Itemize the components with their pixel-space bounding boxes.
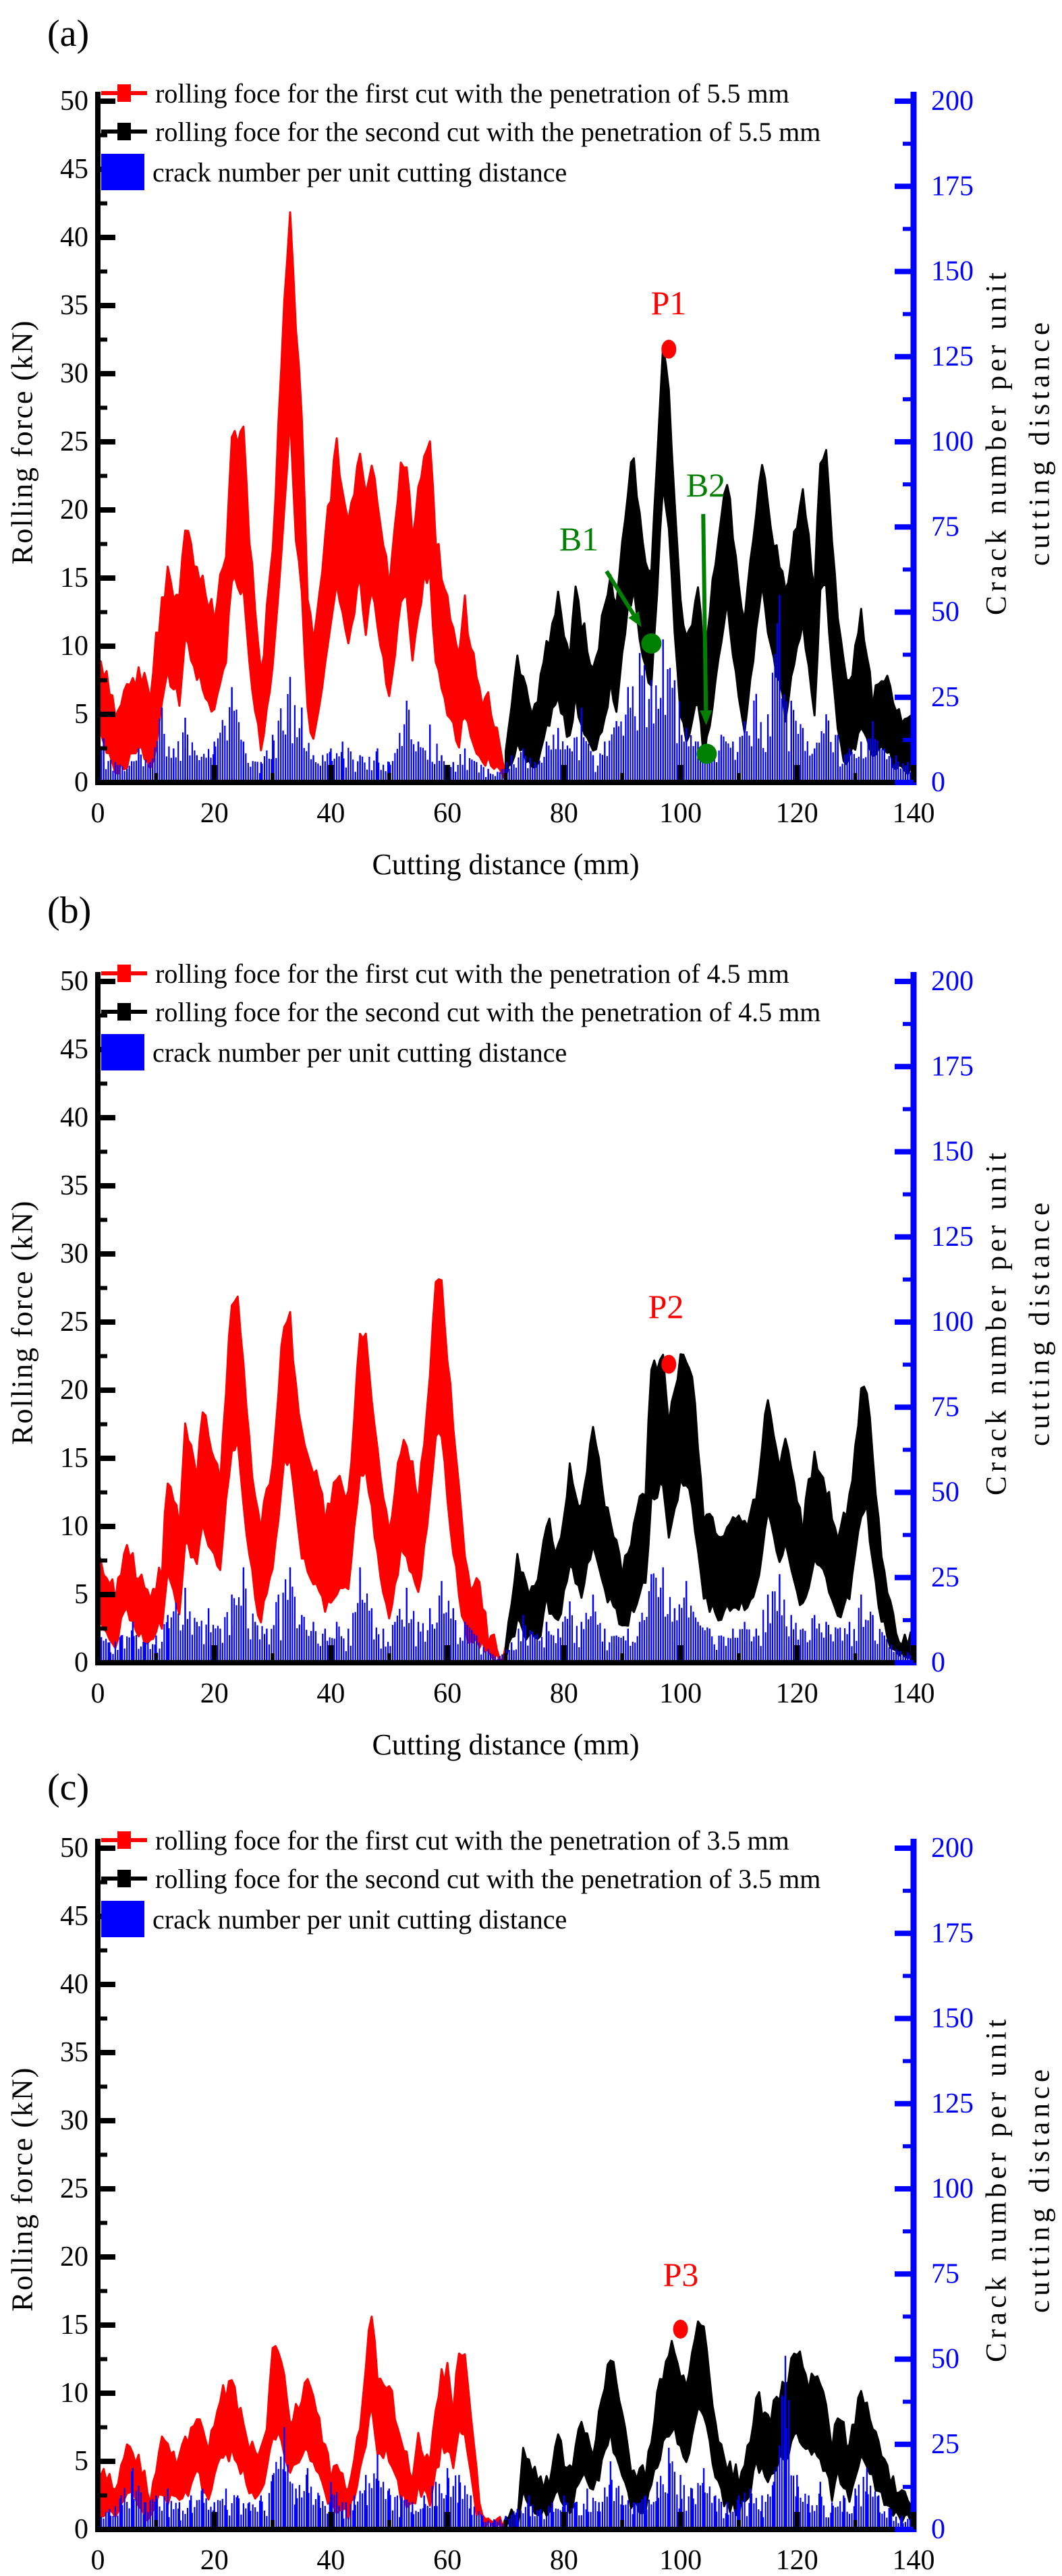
tick-label: 125 (931, 2088, 974, 2119)
tick-label: 10 (60, 2378, 88, 2409)
tick-label: 0 (90, 1678, 105, 1709)
annotation-dot-icon (661, 340, 676, 359)
tick-label: 25 (931, 681, 959, 713)
panel-a-legend-second-cut (101, 114, 820, 149)
tick-label: 140 (892, 798, 935, 829)
panel-c-label: (c) (47, 1767, 90, 1808)
second-cut-series (506, 1354, 914, 1662)
panel-b-x-axis-title: Cutting distance (mm) (372, 1728, 640, 1761)
legend-label: crack number per unit cutting distance (152, 1037, 567, 1068)
tick-label: 150 (931, 1136, 974, 1168)
tick-label: 175 (931, 1051, 974, 1083)
tick-label: 25 (60, 426, 88, 457)
tick-label: 0 (90, 798, 105, 829)
tick-label: 10 (60, 1511, 88, 1542)
tick-label: 50 (931, 2343, 959, 2375)
second-cut-line-marker-icon (101, 1877, 147, 1881)
second-cut-line-marker-icon (101, 1010, 147, 1014)
tick-label: 0 (931, 767, 945, 798)
panel-b-legend-second-cut (101, 994, 820, 1029)
tick-label: 40 (60, 1102, 88, 1133)
first-cut-line-marker-icon (101, 1838, 147, 1842)
tick-label: 5 (74, 1579, 88, 1610)
annotation-B1: B1 (559, 520, 599, 558)
panel-c-legend-second-cut (101, 1861, 820, 1896)
annotation-dot-icon (696, 744, 717, 764)
annotation-P3: P3 (663, 2256, 699, 2293)
tick-label: 0 (931, 1647, 945, 1678)
tick-label: 60 (433, 1678, 462, 1709)
tick-label: 25 (60, 2173, 88, 2204)
tick-label: 0 (74, 1647, 88, 1678)
annotation-marker-P3 (673, 2320, 688, 2339)
tick-label: 140 (892, 2545, 935, 2576)
tick-label: 25 (931, 1562, 959, 1593)
legend-label: rolling foce for the second cut with the penetration of 5.5 mm (155, 116, 821, 147)
legend-label: crack number per unit cutting distance (152, 1904, 567, 1935)
tick-label: 20 (60, 2241, 88, 2272)
panel-b-right-axis-title-line1: Crack number per unit (980, 1148, 1013, 1496)
tick-label: 0 (90, 2545, 105, 2576)
annotation-marker-P1 (661, 340, 676, 359)
tick-label: 140 (892, 1678, 935, 1709)
tick-label: 40 (60, 1969, 88, 2000)
first-cut-line-marker-icon (101, 91, 147, 95)
tick-label: 80 (549, 798, 578, 829)
tick-label: 35 (60, 290, 88, 321)
tick-label: 25 (60, 1307, 88, 1338)
first-cut-series (98, 2317, 506, 2529)
crack-bar-marker-icon (101, 154, 144, 190)
panel-b-legend-first-cut (101, 956, 789, 991)
tick-label: 120 (775, 798, 818, 829)
tick-label: 15 (60, 1443, 88, 1474)
tick-label: 25 (931, 2428, 959, 2460)
panel-a-x-axis-title: Cutting distance (mm) (372, 848, 640, 881)
panel-b (0, 877, 1062, 1761)
annotation-P1: P1 (650, 284, 687, 322)
panel-c-right-axis-title-line1: Crack number per unit (980, 2015, 1013, 2363)
panel-c-legend-first-cut (101, 1823, 789, 1858)
tick-label: 35 (60, 2037, 88, 2068)
tick-label: 45 (60, 154, 88, 185)
tick-label: 100 (659, 1678, 702, 1709)
tick-label: 5 (74, 699, 88, 730)
annotation-dot-icon (641, 633, 661, 654)
tick-label: 5 (74, 2446, 88, 2477)
legend-label: rolling foce for the first cut with the penetration of 3.5 mm (155, 1825, 789, 1856)
legend-label: crack number per unit cutting distance (152, 156, 567, 188)
tick-label: 0 (931, 2514, 945, 2545)
tick-label: 15 (60, 2310, 88, 2341)
annotation-marker-P2 (661, 1355, 676, 1374)
tick-label: 125 (931, 1221, 974, 1253)
tick-label: 80 (549, 1678, 578, 1709)
panel-b-label: (b) (47, 890, 92, 932)
tick-label: 125 (931, 341, 974, 372)
tick-label: 40 (316, 1678, 345, 1709)
tick-label: 100 (931, 426, 974, 457)
tick-label: 35 (60, 1170, 88, 1201)
tick-label: 50 (931, 1477, 959, 1508)
panel-c-legend-crack-number (101, 1901, 567, 1937)
annotation-dot-icon (673, 2320, 688, 2339)
tick-label: 20 (200, 1678, 229, 1709)
panel-b-left-axis-title: Rolling force (kN) (5, 1199, 39, 1445)
annotation-P2: P2 (648, 1288, 684, 1325)
tick-label: 100 (659, 2545, 702, 2576)
first-cut-series (98, 1280, 506, 1662)
tick-label: 20 (200, 2545, 229, 2576)
panel-a-label: (a) (47, 13, 90, 55)
tick-label: 40 (316, 2545, 345, 2576)
tick-label: 150 (931, 2003, 974, 2034)
crack-bar-marker-icon (101, 1901, 144, 1937)
tick-label: 175 (931, 1918, 974, 1949)
tick-label: 40 (60, 222, 88, 253)
annotation-dot-icon (661, 1355, 676, 1374)
tick-label: 30 (60, 2105, 88, 2136)
tick-label: 20 (60, 494, 88, 525)
tick-label: 20 (200, 798, 229, 829)
tick-label: 75 (931, 511, 959, 543)
tick-label: 200 (931, 966, 974, 997)
legend-label: rolling foce for the second cut with the penetration of 3.5 mm (155, 1863, 821, 1894)
tick-label: 75 (931, 1392, 959, 1423)
tick-label: 50 (931, 596, 959, 628)
tick-label: 100 (931, 1307, 974, 1338)
tick-label: 50 (60, 1833, 88, 1864)
panel-a-right-axis-title-line1: Crack number per unit (980, 268, 1013, 616)
tick-label: 45 (60, 1034, 88, 1065)
tick-label: 50 (60, 966, 88, 997)
legend-label: rolling foce for the first cut with the penetration of 5.5 mm (155, 78, 789, 109)
tick-label: 0 (74, 767, 88, 798)
tick-label: 175 (931, 171, 974, 202)
tick-label: 150 (931, 256, 974, 287)
legend-label: rolling foce for the second cut with the penetration of 4.5 mm (155, 996, 821, 1027)
annotation-arrow (703, 514, 706, 710)
tick-label: 15 (60, 563, 88, 594)
panel-a-legend-first-cut (101, 76, 789, 111)
tick-label: 50 (60, 86, 88, 117)
panel-a (0, 0, 1062, 881)
first-cut-series (98, 212, 506, 781)
crack-bar-marker-icon (101, 1034, 144, 1070)
annotation-B2: B2 (686, 466, 726, 504)
tick-label: 100 (931, 2173, 974, 2204)
panel-c (0, 1754, 1062, 2576)
panel-a-left-axis-title: Rolling force (kN) (5, 319, 39, 565)
tick-label: 30 (60, 1238, 88, 1269)
panel-a-legend-crack-number (101, 154, 567, 190)
tick-label: 120 (775, 1678, 818, 1709)
panel-b-right-axis-title-line2: cutting distance (1024, 1198, 1056, 1446)
panel-c-left-axis-title: Rolling force (kN) (5, 2066, 39, 2312)
tick-label: 10 (60, 631, 88, 662)
tick-label: 75 (931, 2258, 959, 2290)
tick-label: 40 (316, 798, 345, 829)
panel-a-right-axis-title-line2: cutting distance (1024, 318, 1056, 566)
first-cut-line-marker-icon (101, 971, 147, 975)
tick-label: 60 (433, 798, 462, 829)
tick-label: 30 (60, 358, 88, 389)
tick-label: 200 (931, 86, 974, 117)
panel-c-right-axis-title-line2: cutting distance (1024, 2065, 1056, 2313)
tick-label: 20 (60, 1375, 88, 1406)
tick-label: 120 (775, 2545, 818, 2576)
tick-label: 100 (659, 798, 702, 829)
tick-label: 0 (74, 2514, 88, 2545)
tick-label: 45 (60, 1901, 88, 1932)
panel-b-legend-crack-number (101, 1035, 567, 1070)
tick-label: 60 (433, 2545, 462, 2576)
tick-label: 80 (549, 2545, 578, 2576)
legend-label: rolling foce for the first cut with the penetration of 4.5 mm (155, 958, 789, 989)
tick-label: 200 (931, 1833, 974, 1864)
second-cut-line-marker-icon (101, 130, 147, 134)
